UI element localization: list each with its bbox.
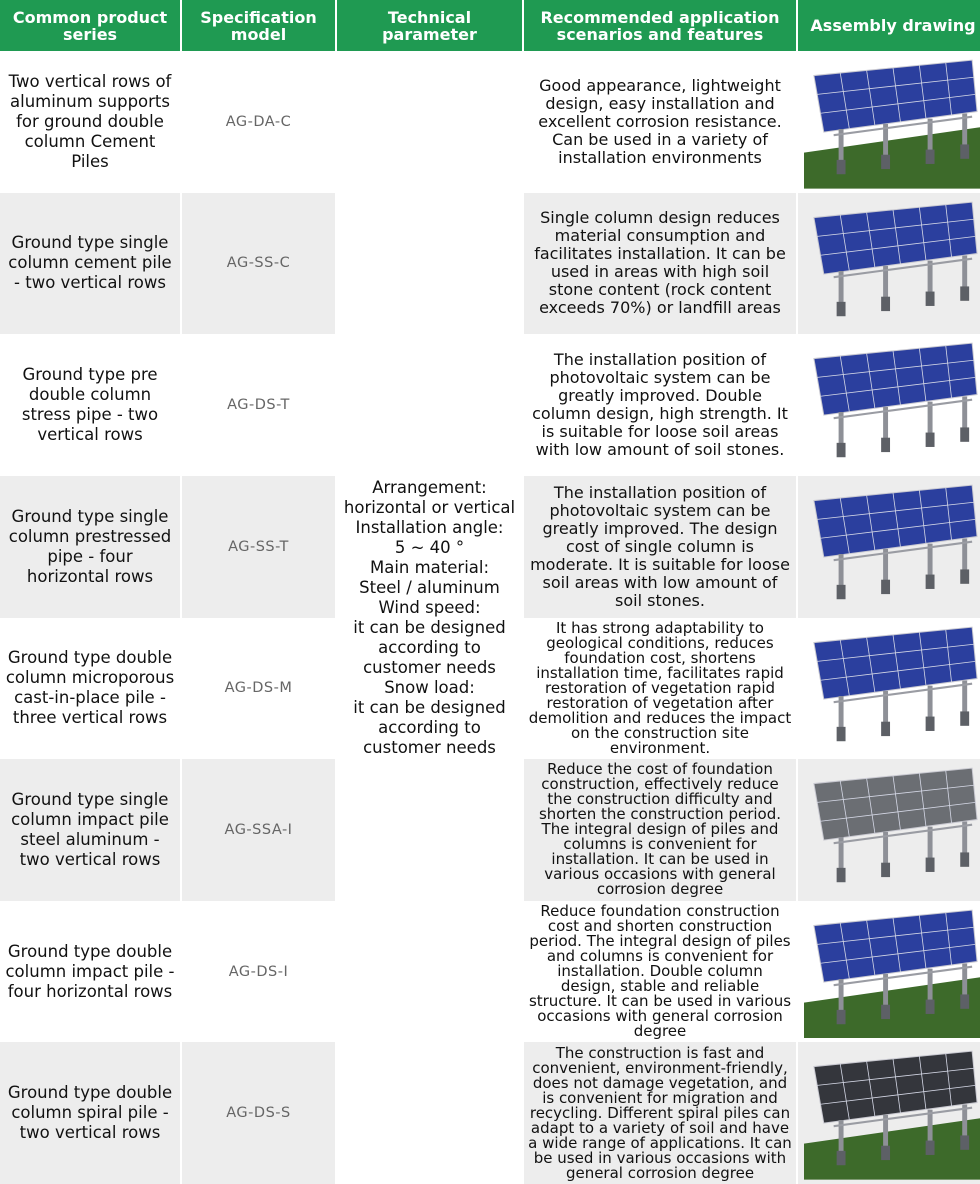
header-specification-model: Specification model [182, 0, 335, 51]
specification-model-cell: AG-DS-M [182, 618, 335, 760]
solar-mount-drawing-icon [804, 905, 980, 1039]
assembly-drawing-cell [798, 759, 980, 901]
header-application-features: Recommended application scenarios and features [524, 0, 796, 51]
tech-line: it can be designed [353, 697, 506, 717]
solar-mount-drawing-icon [804, 763, 980, 897]
specification-model-cell: AG-DS-T [182, 334, 335, 476]
assembly-drawing-cell [798, 51, 980, 193]
product-series-cell: Ground type double column microporous cast-in-place pile - three vertical rows [0, 618, 180, 760]
technical-parameter-cell [337, 51, 522, 1184]
tech-line: according to [378, 717, 481, 737]
solar-mount-drawing-icon [804, 480, 980, 614]
application-features-cell: The installation position of photovoltaic system can be greatly improved. Double column design, high strength. It is suitable for loose soil areas with low amount of soil stones. [524, 334, 796, 476]
tech-line: according to [378, 637, 481, 657]
specification-model-cell: AG-DS-I [182, 901, 335, 1043]
assembly-drawing-cell [798, 476, 980, 618]
assembly-drawing-cell [798, 334, 980, 476]
application-features-cell: Good appearance, lightweight design, easy installation and excellent corrosion resistance. Can be used in a variety of installation environments [524, 51, 796, 193]
application-features-cell: It has strong adaptability to geological conditions, reduces foundation cost, shortens installation time, facilitates rapid restoration of vegetation rapid restoration of vegetation after demolition and reduces the impact on the construction site environment. [524, 618, 796, 760]
tech-line: Wind speed: [378, 597, 481, 617]
specification-model-cell: AG-SSA-I [182, 759, 335, 901]
tech-line: customer needs [363, 737, 496, 757]
specification-model-cell: AG-DS-S [182, 1042, 335, 1184]
solar-mount-drawing-icon [804, 338, 980, 472]
assembly-drawing-cell [798, 193, 980, 335]
application-features-cell: The installation position of photovoltaic system can be greatly improved. The design cost of single column is moderate. It is suitable for loose soil areas with low amount of soil stones. [524, 476, 796, 618]
tech-line: 5 ~ 40 ° [394, 537, 465, 557]
application-features-cell: Reduce the cost of foundation construction, effectively reduce the construction difficulty and shorten the construction period. The integral design of piles and columns is convenient for installation. It can be used in various occasions with general corrosion degree [524, 759, 796, 901]
application-features-cell: Reduce foundation construction cost and shorten construction period. The integral design of piles and columns is convenient for installation. Double column design, stable and reliable structure. It can be used in various occasions with general corrosion degree [524, 901, 796, 1043]
application-features-cell: Single column design reduces material consumption and facilitates installation. It can be used in areas with high soil stone content (rock content exceeds 70%) or landfill areas [524, 193, 796, 335]
application-features-cell: The construction is fast and convenient, environment-friendly, does not damage vegetation, and is convenient for migration and recycling. Different spiral piles can adapt to a variety of soil and have a wide range of applications. It can be used in various occasions with general corrosion degree [524, 1042, 796, 1184]
tech-line: Snow load: [384, 677, 475, 697]
solar-mount-drawing-icon [804, 1046, 980, 1180]
tech-line: Arrangement: [372, 477, 487, 497]
tech-line: Installation angle: [355, 517, 504, 537]
tech-line: it can be designed [353, 617, 506, 637]
product-series-cell: Ground type pre double column stress pipe - two vertical rows [0, 334, 180, 476]
header-technical-parameter: Technical parameter [337, 0, 522, 51]
solar-mount-drawing-icon [804, 55, 980, 189]
header-product-series: Common product series [0, 0, 180, 51]
product-series-cell: Ground type single column impact pile steel aluminum - two vertical rows [0, 759, 180, 901]
tech-line: Steel / aluminum [359, 577, 500, 597]
product-series-cell: Ground type double column spiral pile - two vertical rows [0, 1042, 180, 1184]
assembly-drawing-cell [798, 618, 980, 760]
product-series-cell: Two vertical rows of aluminum supports for ground double column Cement Piles [0, 51, 180, 193]
specification-model-cell: AG-DA-C [182, 51, 335, 193]
product-series-cell: Ground type single column cement pile - two vertical rows [0, 193, 180, 335]
solar-mount-drawing-icon [804, 622, 980, 756]
header-assembly-drawing: Assembly drawing [798, 0, 980, 51]
assembly-drawing-cell [798, 1042, 980, 1184]
tech-line: customer needs [363, 657, 496, 677]
specification-model-cell: AG-SS-T [182, 476, 335, 618]
product-series-cell: Ground type single column prestressed pipe - four horizontal rows [0, 476, 180, 618]
assembly-drawing-cell [798, 901, 980, 1043]
solar-mount-drawing-icon [804, 197, 980, 331]
product-series-cell: Ground type double column impact pile - four horizontal rows [0, 901, 180, 1043]
tech-line: Main material: [369, 557, 490, 577]
tech-line: horizontal or vertical [343, 497, 516, 517]
specification-model-cell: AG-SS-C [182, 193, 335, 335]
